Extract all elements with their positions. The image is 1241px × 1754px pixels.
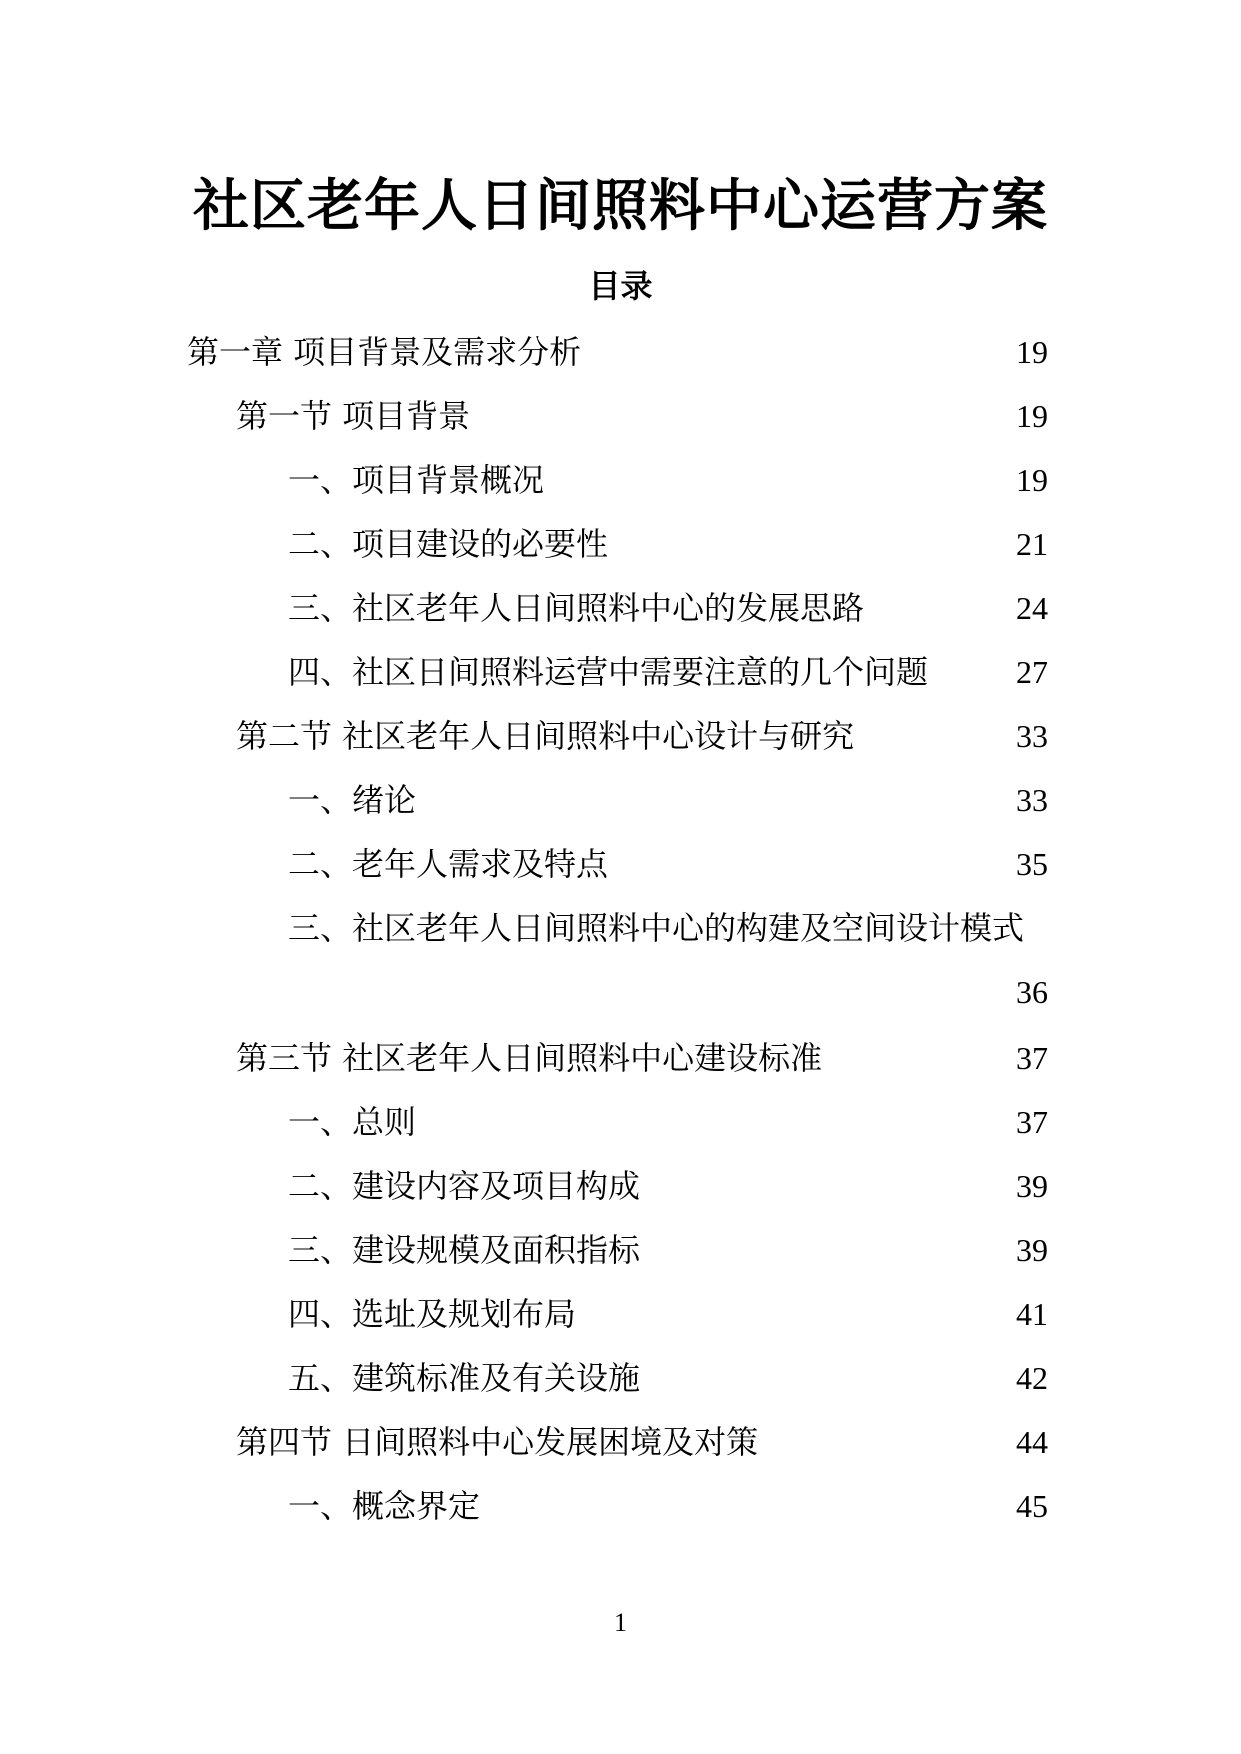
toc-entry-item[interactable]: 五、建筑标准及有关设施 <box>288 1359 641 1397</box>
toc-page-number: 19 <box>1016 462 1048 498</box>
toc-entry-item[interactable]: 四、选址及规划布局 <box>288 1295 577 1333</box>
toc-page-number: 21 <box>1016 526 1048 562</box>
page-number-footer: 1 <box>614 1608 627 1637</box>
toc-page-number: 39 <box>1016 1232 1048 1268</box>
toc-entry-item[interactable]: 一、项目背景概况 <box>288 461 545 499</box>
toc-entry-section-4[interactable]: 第四节 日间照料中心发展困境及对策 <box>236 1423 759 1461</box>
toc-page-number: 33 <box>1016 718 1048 754</box>
toc-page-number: 44 <box>1016 1424 1048 1460</box>
toc-page-number: 37 <box>1016 1104 1048 1140</box>
toc-entry-item[interactable]: 三、社区老年人日间照料中心的发展思路 <box>288 589 865 627</box>
toc-entry-section-1[interactable]: 第一节 项目背景 <box>236 397 471 435</box>
toc-entry-item[interactable]: 二、老年人需求及特点 <box>288 845 609 883</box>
toc-entry-item[interactable]: 四、社区日间照料运营中需要注意的几个问题 <box>288 653 929 691</box>
toc-page-number: 39 <box>1016 1168 1048 1204</box>
toc-entry-item[interactable]: 三、建设规模及面积指标 <box>288 1231 641 1269</box>
toc-page-number: 24 <box>1016 590 1048 626</box>
toc-page-number: 42 <box>1016 1360 1048 1396</box>
toc-page-number: 33 <box>1016 782 1048 818</box>
toc-page-number: 45 <box>1016 1488 1048 1524</box>
toc-entry-chapter-1[interactable]: 第一章 项目背景及需求分析 <box>187 333 582 371</box>
toc-entry-section-3[interactable]: 第三节 社区老年人日间照料中心建设标准 <box>236 1039 823 1077</box>
toc-page-number: 36 <box>1016 974 1048 1010</box>
toc-page-number: 37 <box>1016 1040 1048 1076</box>
toc-page-number: 19 <box>1016 398 1048 434</box>
toc-entry-section-2[interactable]: 第二节 社区老年人日间照料中心设计与研究 <box>236 717 855 755</box>
toc-page-number: 19 <box>1016 334 1048 370</box>
toc-entry-item[interactable]: 一、概念界定 <box>288 1487 481 1525</box>
toc-entry-item[interactable]: 一、绪论 <box>288 781 417 819</box>
toc-entry-item[interactable]: 一、总则 <box>288 1103 417 1141</box>
toc-page-number: 41 <box>1016 1296 1048 1332</box>
toc-page-number: 27 <box>1016 654 1048 690</box>
toc-entry-item[interactable]: 二、建设内容及项目构成 <box>288 1167 641 1205</box>
document-title: 社区老年人日间照料中心运营方案 <box>193 174 1048 239</box>
toc-page-number: 35 <box>1016 846 1048 882</box>
toc-entry-item[interactable]: 二、项目建设的必要性 <box>288 525 609 563</box>
toc-entry-item[interactable]: 三、社区老年人日间照料中心的构建及空间设计模式 <box>288 909 1025 947</box>
toc-heading: 目录 <box>588 267 653 305</box>
